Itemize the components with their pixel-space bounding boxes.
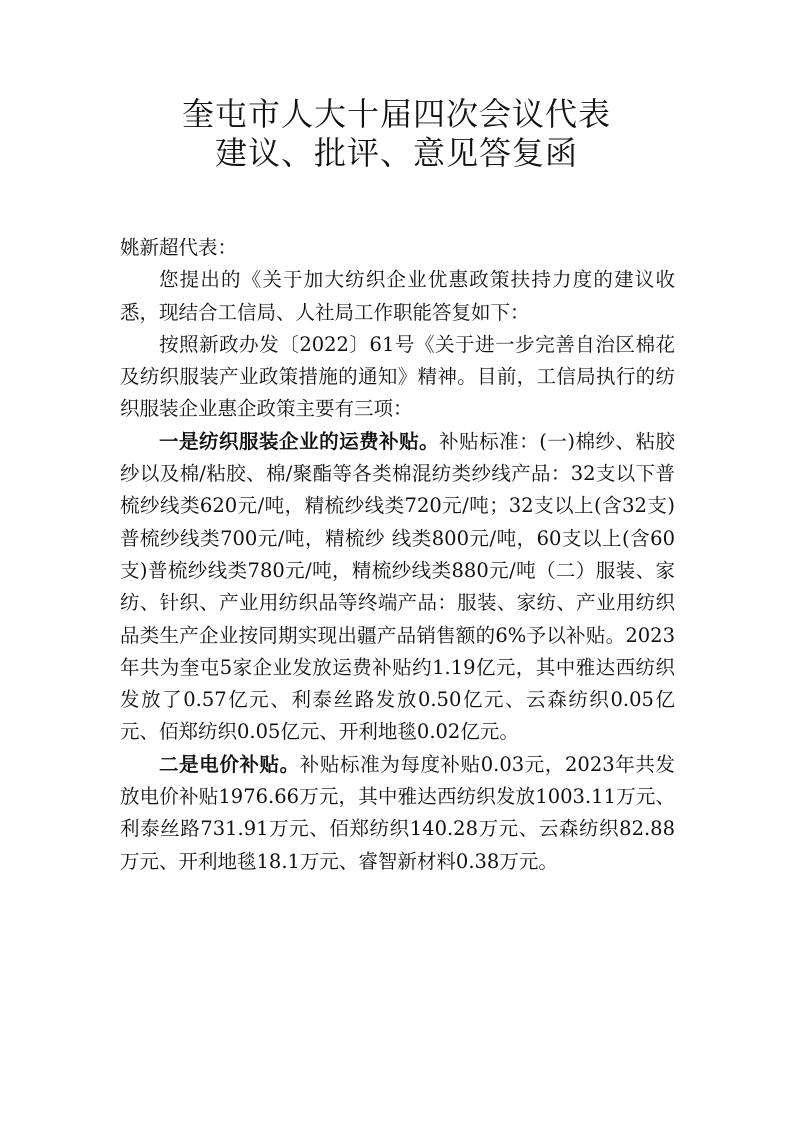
document-title-line-1: 奎屯市人大十届四次会议代表 <box>181 95 611 133</box>
paragraph-text: 按照新政办发〔2022〕61号《关于进一步完善自治区棉花及纺织服装产业政策措施的通知》精神。目前，工信局执行的纺织服装企业惠企政策主要有三项： <box>120 332 675 421</box>
paragraph-acknowledgement <box>120 264 675 329</box>
paragraph-text: 补贴标准为每度补贴0.03元，2023年共发放电价补贴1976.66万元，其中雅达西纺织发放1003.11万元、利泰丝路731.91万元、佰郑纺织140.28万元、云森纺织82.88万元、开利地毯18.1万元、睿智新材料0.38万元。 <box>120 752 675 873</box>
paragraph-text: 您提出的《关于加大纺织企业优惠政策扶持力度的建议收悉，现结合工信局、人社局工作职能答复如下： <box>120 268 675 324</box>
paragraph-electricity-subsidy <box>120 749 675 878</box>
paragraph-policy-basis <box>120 329 675 426</box>
paragraph-freight-subsidy <box>120 426 675 749</box>
paragraph-lead: 二是电价补贴。 <box>159 752 300 776</box>
salutation: 姚新超代表： <box>120 236 238 259</box>
document-body <box>120 232 675 878</box>
document-title-line-2: 建议、批评、意见答复函 <box>214 134 578 172</box>
paragraph-text: 补贴标准：(一)棉纱、粘胶纱以及棉/粘胶、棉/聚酯等各类棉混纺类纱线产品：32支以下普梳纱线类620元/吨，精梳纱线类720元/吨；32支以上(含32支)普梳纱线类700元/吨，精梳纱 线类800元/吨，60支以上(含60支)普梳纱线类780元/吨，精梳纱线类880元/吨（二）服装、家纺、针织、产业用纺织品等终端产品：服装、家纺、产业用纺织品类生产企业按同期实现出疆产品销售额的6%予以补贴。2023年共为奎屯5家企业发放运费补贴约1.19亿元，其中雅达西纺织发放了0.57亿元、利泰丝路发放0.50亿元、云森纺织0.05亿元、佰郑纺织0.05亿元、开利地毯0.02亿元。 <box>120 429 675 744</box>
paragraph-lead: 一是纺织服装企业的运费补贴。 <box>159 429 440 453</box>
